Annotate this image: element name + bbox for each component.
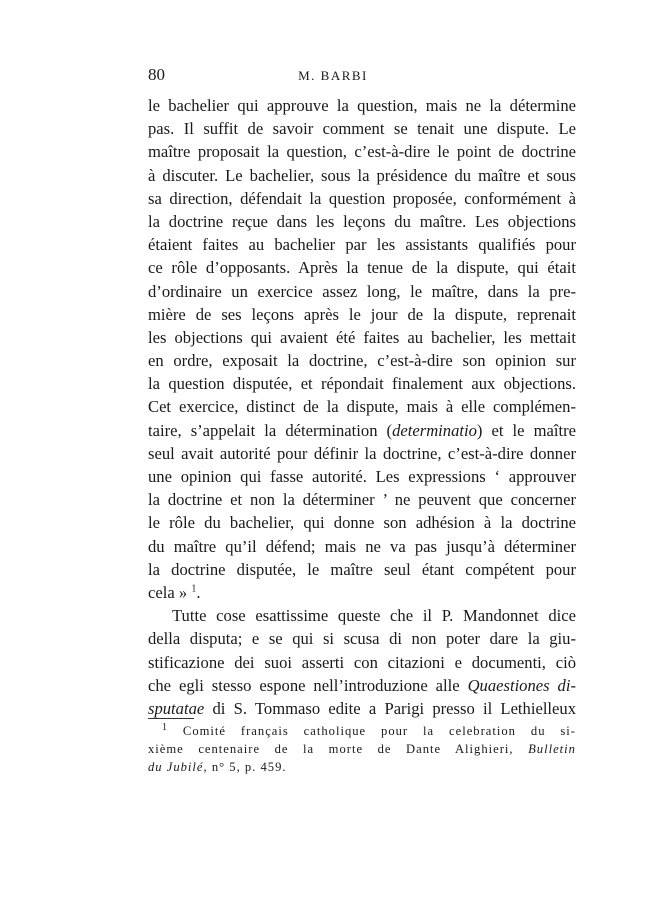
body-text <box>148 94 576 720</box>
footnote-line <box>148 758 576 776</box>
text-line: la doctrine disputée, le maître seul étant compétent pour <box>148 559 576 579</box>
text-line <box>148 419 576 442</box>
text-line: les objections qui avaient été faites au bachelier, les mettait <box>148 327 576 347</box>
footnote-text: Comité français catholique pour la celebration du si- <box>182 724 576 738</box>
text-line: la question disputée, et répondait finalement aux objections. <box>148 374 576 394</box>
text-line: mière de ses leçons après le jour de la dispute, reprenait <box>148 304 576 324</box>
text-line: du maître qu’il défend; mais ne va pas jusqu’à déterminer <box>148 536 576 556</box>
footnote-line <box>148 722 576 740</box>
text-segment: ) et le maître <box>476 420 576 440</box>
footnote-text: xième centenaire de la morte de Dante Alighieri, <box>148 742 514 756</box>
text-segment: cela » <box>148 582 192 602</box>
text-line <box>148 581 576 604</box>
text-line: maître proposait la question, c’est-à-dire le point de doctrine <box>148 142 576 162</box>
text-segment: . <box>196 582 201 602</box>
text-line: la doctrine et non la déterminer ’ ne peuvent que concerner <box>148 490 576 510</box>
footnote-rule <box>148 718 194 719</box>
page-number: 80 <box>148 65 165 84</box>
text-line: pas. Il suffit de savoir comment se tenait une dispute. Le <box>148 119 576 139</box>
text-line: d’ordinaire un exercice assez long, le maître, dans la pre- <box>148 281 576 301</box>
text-line: seul avait autorité pour définir la doctrine, c’est-à-dire donner <box>148 443 576 463</box>
text-line: della disputa; e se qui si scusa di non poter dare la giu- <box>148 629 576 649</box>
text-line <box>148 674 576 697</box>
text-line: Cet exercice, distinct de la dispute, mais à elle complémen- <box>148 397 576 417</box>
text-line: ce rôle d’opposants. Après la tenue de la dispute, qui était <box>148 258 576 278</box>
text-line: stificazione dei suoi asserti con citazioni e documenti, ciò <box>148 652 576 672</box>
book-title: Quaestiones di- <box>467 675 576 695</box>
text-line: la doctrine reçue dans les leçons du maître. Les objections <box>148 211 576 231</box>
footnote-marker: 1 <box>162 721 168 733</box>
footnote <box>148 722 576 776</box>
text-line <box>148 697 576 720</box>
text-segment: che egli stesso espone nell’introduzione alle <box>148 675 468 695</box>
text-line: à discuter. Le bachelier, sous la présidence du maître et sous <box>148 165 576 185</box>
footnote-title: du Jubilé, <box>148 760 208 774</box>
text-line: étaient faites au bachelier par les assistants qualifiés pour <box>148 235 576 255</box>
text-line: sa direction, défendait la question proposée, conformément à <box>148 188 576 208</box>
latin-term: determinatio <box>392 420 477 440</box>
book-title: sputatae <box>148 698 205 718</box>
footnote-text: n° 5, p. 459. <box>211 760 287 774</box>
text-line: en ordre, exposait la doctrine, c’est-à-dire son opinion sur <box>148 351 576 371</box>
text-line: le bachelier qui approuve la question, mais ne la détermine <box>148 96 576 115</box>
footnote-line <box>148 740 576 758</box>
footnote-ref: 1 <box>191 583 197 595</box>
text-line: le rôle du bachelier, qui donne son adhésion à la doctrine <box>148 513 576 533</box>
text-segment: taire, s’appelait la détermination ( <box>148 420 393 440</box>
text-segment: di S. Tommaso edite a Parigi presso il Lethielleux <box>204 698 576 718</box>
footnote-title: Bulletin <box>528 742 576 756</box>
text-line: Tutte cose esattissime queste che il P. Mandonnet dice <box>172 606 576 626</box>
text-line: une opinion qui fasse autorité. Les expressions ‘ approuver <box>148 467 576 486</box>
running-head: M. BARBI <box>298 68 368 83</box>
